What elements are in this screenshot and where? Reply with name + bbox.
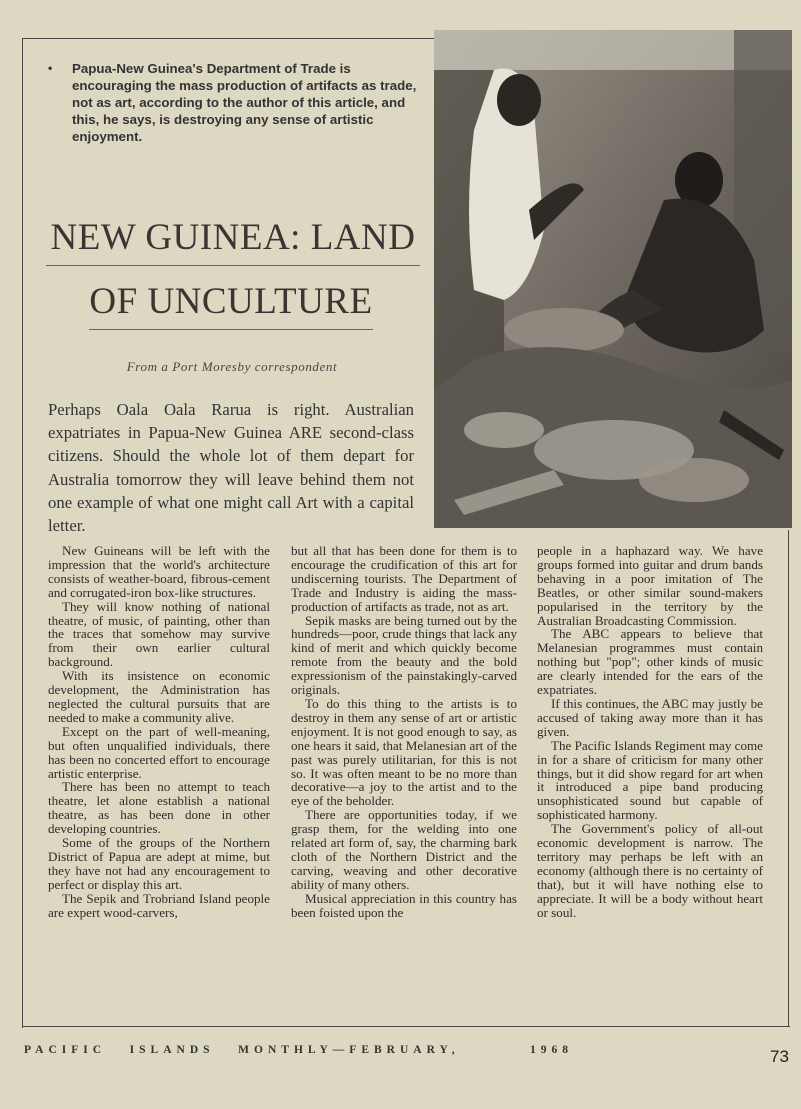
paragraph: Sepik masks are being turned out by the hundreds—poor, crude things that lack any kind of merit and which quickly become remote from the beauty and the bold expressionism of the painstakingly-carved originals.	[291, 612, 517, 698]
intro-text: Papua-New Guinea's Department of Trade is encouraging the mass production of artifacts as trade, not as art, according to the author of this article, and this, he says, is destroying any sense of artistic enjoyment.	[72, 61, 417, 144]
paragraph: Except on the part of well-meaning, but often unqualified individuals, there has been no concerted effort to encourage artistic enterprise.	[48, 723, 270, 781]
article-column-3	[537, 544, 763, 919]
bullet-icon: •	[48, 61, 53, 75]
frame-rule-right	[788, 530, 789, 1027]
publication-year: 1968	[530, 1044, 573, 1056]
article-column-1	[48, 544, 270, 919]
frame-rule-left	[22, 38, 23, 1028]
paragraph: The Sepik and Trobriand Island people are expert wood-carvers,	[48, 890, 270, 920]
paragraph: New Guineans will be left with the impression that the world's architecture consists of weather-board, fibrous-cement and corrugated-iron box-like structures.	[48, 543, 270, 600]
paragraph: There are opportunities today, if we grasp them, for the welding into one related art form of, say, the charming bark cloth of the Northern District and the carving, weaving and other decorative ability of many others.	[291, 807, 517, 892]
headline-line-2: OF UNCULTURE	[89, 274, 372, 330]
carvers-photo-image	[434, 30, 792, 528]
article-column-2	[291, 544, 517, 919]
paragraph: The Government's policy of all-out economic development is narrow. The territory may perhaps be left with an economy (although there is no certainty of that), but it will have nothing else to appreciate. It will be a body without heart or soul.	[537, 821, 763, 920]
paragraph: but all that has been done for them is to encourage the crudification of this art for undiscerning tourists. The Department of Trade and Industry is aiding the mass-production of artifacts as trade, not as art.	[291, 543, 517, 614]
paragraph: people in a haphazard way. We have groups formed into guitar and drum bands behaving in a poor imitation of The Beatles, or other similar sound-makers popularised in the territory by the Australian Broadcasting Commission.	[537, 543, 763, 628]
paragraph: To do this thing to the artists is to destroy in them any sense of art or artistic enjoyment. It is not good enough to say, as one hears it said, that Melanesian art of the past was purely utilitarian, for this is not so. It was often meant to be no more than decorative—a joy to the artist and to the eye of the beholder.	[291, 695, 517, 809]
paragraph: Musical appreciation in this country has been foisted upon the	[291, 890, 517, 920]
paragraph: Some of the groups of the Northern District of Papua are adept at mime, but they have not had any encouragement to perfect or display this art.	[48, 835, 270, 892]
article-headline	[42, 210, 420, 330]
paragraph: They will know nothing of national theatre, of music, of painting, other than the traces that somehow may survive from their own earlier cultural background.	[48, 598, 270, 670]
frame-rule-bottom	[22, 1026, 790, 1027]
paragraph: There has been no attempt to teach theatre, let alone establish a national theatre, as has been done in other developing countries.	[48, 779, 270, 837]
frame-rule-top	[22, 38, 436, 39]
paragraph: The ABC appears to believe that Melanesian programmes must contain nothing but "pop"; other kinds of music are clearly intended for the ears of the expatriates.	[537, 626, 763, 698]
paragraph: The Pacific Islands Regiment may come in for a share of criticism for many other things, but it did show regard for art when it introduced a pipe band producing unsophisticated sound but capable of sophisticated harmony.	[537, 737, 763, 823]
byline: From a Port Moresby correspondent	[126, 359, 338, 374]
article-photo	[434, 30, 792, 528]
paragraph: If this continues, the ABC may justly be accused of taking away more than it has given.	[537, 695, 763, 739]
publication-name: PACIFIC ISLANDS MONTHLY—FEBRUARY,	[24, 1044, 460, 1056]
lede-paragraph: Perhaps Oala Oala Rarua is right. Australian expatriates in Papua-New Guinea ARE second-class citizens. Should the whole lot of them depart for Australia tomorrow they will leave behind them not one example of what one might call Art with a capital letter.	[48, 400, 414, 536]
page-footer	[24, 1044, 573, 1056]
page-number: 73	[770, 1047, 789, 1066]
paragraph: With its insistence on economic development, the Administration has neglected the cultural pursuits that are needed to make a community alive.	[48, 668, 270, 725]
intro-blurb	[48, 60, 420, 145]
headline-line-1: NEW GUINEA: LAND	[46, 210, 420, 266]
